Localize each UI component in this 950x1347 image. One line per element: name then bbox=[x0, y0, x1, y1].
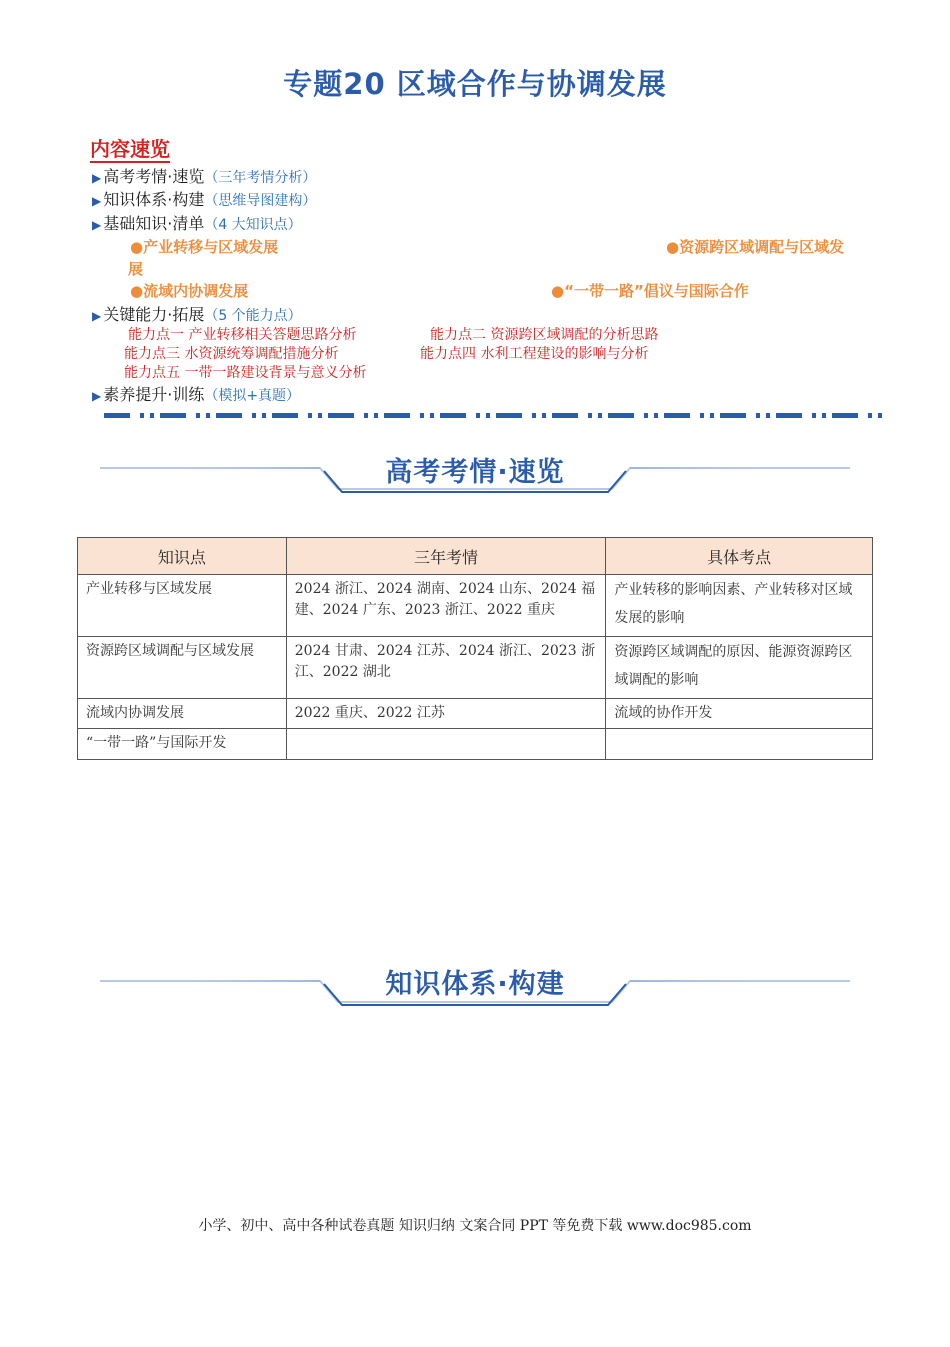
column-header: 知识点 bbox=[78, 538, 287, 575]
table-row bbox=[78, 729, 873, 760]
table-cell: 产业转移的影响因素、产业转移对区域发展的影响 bbox=[606, 575, 873, 637]
table-cell: 产业转移与区域发展 bbox=[78, 575, 287, 637]
table-cell: 资源跨区域调配的原因、能源资源跨区域调配的影响 bbox=[606, 637, 873, 699]
table-row bbox=[78, 699, 873, 729]
nav-item-exam-overview[interactable]: ▶ 高考考情·速览（三年考情分析） bbox=[92, 167, 317, 186]
table-header-row bbox=[78, 538, 873, 575]
exam-table bbox=[77, 537, 873, 760]
triangle-bullet-icon: ▶ bbox=[92, 171, 102, 185]
table-cell: 2022 重庆、2022 江苏 bbox=[286, 699, 606, 729]
ability-point-5: 能力点五 一带一路建设背景与意义分析 bbox=[124, 365, 367, 381]
knowledge-point-1: ●产业转移与区域发展 bbox=[130, 238, 279, 256]
column-header: 三年考情 bbox=[286, 538, 606, 575]
table-cell: 资源跨区域调配与区域发展 bbox=[78, 637, 287, 699]
section-title-knowledge-system: 知识体系·构建 bbox=[385, 969, 565, 1000]
table-cell: 2024 浙江、2024 湖南、2024 山东、2024 福建、2024 广东、2023 浙江、2022 重庆 bbox=[286, 575, 606, 637]
table-cell: “一带一路”与国际开发 bbox=[78, 729, 287, 760]
table-cell: 2024 甘肃、2024 江苏、2024 浙江、2023 浙江、2022 湖北 bbox=[286, 637, 606, 699]
knowledge-point-2-wrap: 展 bbox=[128, 260, 144, 278]
triangle-bullet-icon: ▶ bbox=[92, 194, 102, 208]
page-title: 专题20 区域合作与协调发展 bbox=[283, 67, 667, 101]
column-header: 具体考点 bbox=[606, 538, 873, 575]
table-row bbox=[78, 575, 873, 637]
footer-text: 小学、初中、高中各种试卷真题 知识归纳 文案合同 PPT 等免费下载 www.doc985.com bbox=[198, 1218, 752, 1234]
triangle-bullet-icon: ▶ bbox=[92, 218, 102, 232]
ability-point-3: 能力点三 水资源统筹调配措施分析 bbox=[124, 346, 339, 362]
ability-point-4: 能力点四 水利工程建设的影响与分析 bbox=[420, 346, 649, 362]
nav-item-training[interactable]: ▶ 素养提升·训练（模拟+真题） bbox=[92, 385, 301, 404]
knowledge-point-4: ●“一带一路”倡议与国际合作 bbox=[551, 282, 749, 300]
nav-item-knowledge-system[interactable]: ▶ 知识体系·构建（思维导图建构） bbox=[92, 190, 317, 209]
table-cell bbox=[286, 729, 606, 760]
ability-point-1: 能力点一 产业转移相关答题思路分析 bbox=[128, 327, 357, 343]
dashed-divider bbox=[104, 413, 884, 418]
table-cell bbox=[606, 729, 873, 760]
table-cell: 流域的协作开发 bbox=[606, 699, 873, 729]
section-title-exam-overview: 高考考情·速览 bbox=[385, 457, 565, 488]
triangle-bullet-icon: ▶ bbox=[92, 309, 102, 323]
knowledge-point-3: ●流域内协调发展 bbox=[130, 282, 249, 300]
knowledge-point-2: ●资源跨区域调配与区域发 bbox=[666, 238, 845, 256]
overview-heading: 内容速览 bbox=[90, 137, 170, 161]
table-row bbox=[78, 637, 873, 699]
nav-item-basic-knowledge[interactable]: ▶ 基础知识·清单（4 大知识点） bbox=[92, 214, 302, 233]
ability-point-2: 能力点二 资源跨区域调配的分析思路 bbox=[430, 327, 659, 343]
table-cell: 流域内协调发展 bbox=[78, 699, 287, 729]
triangle-bullet-icon: ▶ bbox=[92, 389, 102, 403]
nav-item-key-abilities[interactable]: ▶ 关键能力·拓展（5 个能力点） bbox=[92, 305, 302, 324]
